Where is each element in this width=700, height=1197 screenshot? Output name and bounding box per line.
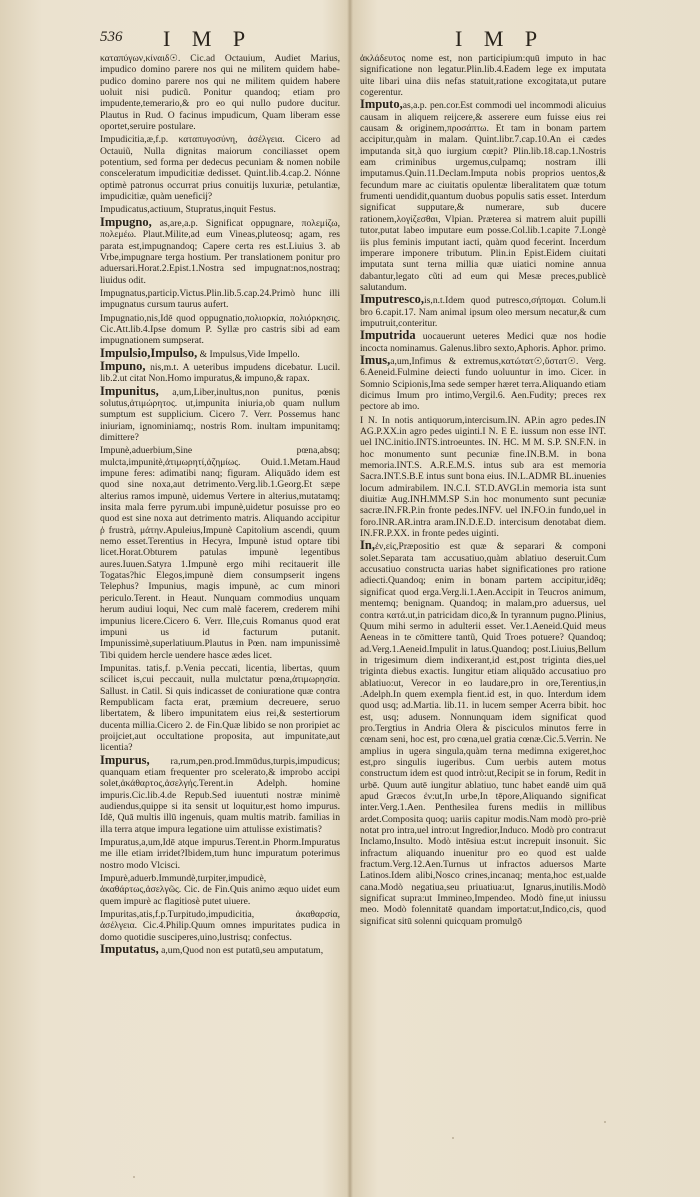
entry-text: ra,rum,pen.prod.Immūdus,turpis,impudicus; quanquam etiam frequenter pro scelerato,& improbo accipi solet,ἀκάθαρτος,ἀσελγής.Terent.in Adelph. homine impuris.Cic.lib.4.de Repub.Sed iuuentuti nostræ minimè audiendus,quippe si ita sensit ut loquitur,est homo impurus. Idē, Quā multis illū ingenuis, quam multis matrib. familias in illa terra atque impura legatione uim attulisse existimatis? [100, 755, 340, 835]
entry [100, 444, 340, 661]
entry-text: Impudicatus,actiuum, Stupratus,inquit Festus. [100, 204, 276, 216]
entry-headword: Impunitus, [100, 383, 159, 398]
entry-headword: Imus, [360, 352, 391, 367]
entry-headword: Impugno, [100, 214, 152, 229]
entry-headword: Impuno, [100, 358, 146, 373]
entry [100, 836, 340, 871]
running-head-left: I M P [163, 26, 254, 51]
entry [360, 99, 606, 293]
entry [360, 414, 606, 540]
entry-text: a,um,Liber,inultus,non punitus, pœnis solutus,ἀτιμώρητος. ut,impunita iniuria,ob quam nullum sumptum est supplicium. Cicero 7. Verr. Possemus hanc iniuriam, ignominiamq;, nostris Rom. inultam impunitamq; dimittere? [100, 386, 340, 443]
entry [100, 358, 340, 385]
left-column [100, 52, 340, 1182]
entry [100, 52, 340, 132]
entry-text: καταπύγων,κίναιδ☉. Cic.ad Octauium, Audiet Marius, impudico domino parere nos qui ne militem quidem habe-pudico domino parere nos qui ne militem quidem habere uoluit nisi pudicũ. Ponitur quandoq; etiam pro impudente,temerario,& pro eo qui nullo pudore ducitur. Plautus in Rud. O facinus impudicum, Quam liberam esse oportet,seruire postulare. [100, 53, 340, 133]
entry-text: Impugnatus,particip.Victus.Plin.lib.5.cap.24.Primò hunc illi impugnatus cursum taurus aufert. [100, 287, 340, 311]
running-head-right: I M P [455, 26, 546, 51]
entry-headword: Imputatus, [100, 942, 159, 957]
entry [100, 872, 340, 907]
page-number: 536 [100, 29, 123, 45]
entry [360, 540, 606, 927]
entry-text: a,um,Quod non est putatū,seu amputatum, [161, 945, 324, 957]
entry-text: as,a.p. pen.cor.Est commodi uel incommodi alicuius causam in aliquem reijcere,& asserere eum fuisse eius rei causam & originem,προσάπτω. Et tam in bonam partem accipitur,quàm in malam. Quint.libr.7.cap.10.An ei cædes imputanda sit,à quo iurgium cœpit? Plin.lib.18.cap.1.Nostris eam criminibus urgemus,culpamq; nostram illi imputamus.Quin.11.Declam.Imputa nobis proprios uentos,& fecundum mare ac ciuitatis opulentæ liberalitatem quæ totum frumenti uendidit,quantum duobus populis satis esset. Interdum significat supputare,& numerare, sub ducere rationem,λογίζεσθαι, Vlpian. Præterea si matrem aluit pupilli tutor,putat labeo imputare eum posse.Col.lib.1.capite 7.Longè iis plus feminis imputant iacti, quàm quod fecerint. Incerdum imperare imponere tributum. Plin.in Epist.Eidem ciuitati imputata sunt terna millia quæ uiatici nomine annua dabantur,legato cũti ad eum qui Mesæ preces,publicè salutandum. [360, 100, 606, 293]
entry-headword: Impurus, [100, 752, 150, 767]
entry-text: I N. In notis antiquorum,intercisum.IN. AP.in agro pedes.IN AG.P.XX.in agro pedes uiginti.I N. E E. iussum non esse INT. uel INC.initio.INTS.introeuntes. IN. HC. M M. S.P. SN.F.N. in hoc monumento sunt pecuniæ fine.IN.B.M. in bona memoria.INT.S. A.R.E.M.S. intus sub ara est memoria Sacra.INT.S.B.E intus sunt bona eius. IN.L.ADMR BL.inuenies locum admirabilem. IN.C.I. ST.D.AVGI.in memoria ista sunt diuitiæ Aug.INH.MM.SP S.in hoc monumento sunt pecuniæ sacræ.IN.FR.P.in fronte pedes.INFV. uel IN.FO.in fundo,uel in foro.INR.AR.intra aram.IN.D.E.D. intercisum denotabat diem. IN.FR.P.XX. in fronte pedes uiginti. [360, 414, 606, 540]
entry-text: a,um,Infimus & extremus,κατώτατ☉,ὕστατ☉. Verg. 6.Aeneid.Fulmine deiecti fundo uoluuntur in imo. Cicer. in Somnio Scipionis,Ima sede semper hæret terra.Aliquando etiam dicimus Imum pro intimo,Vergil.6. Aen.Fudity; preces rex pectore ab imo. [360, 355, 606, 413]
entry-text: Impurè,aduerb.Immundè,turpiter,impudicè, ἀκαθάρτως,ἀσελγῶς. Cic. de Fin.Quis animo æquo uidet eum quem impurè ac flagitiosè putet uiuere. [100, 873, 340, 907]
entry [100, 752, 340, 835]
entry-text: as,are,a.p. Significat oppugnare, πολεμίζω, πολεμέω. Plaut.Milite,ad eum Vineas,pluteosq; agam, res parata est,impugnandoq; Capere certa res est.Liuius 3. ab Vrbe,impugnare terga hostium. Per translationem ponitur pro aduersari.Horat.2.Epist.1.Nostra sed impugnat:nos,nostraq; liuidus odit. [100, 217, 340, 286]
entry [100, 133, 340, 202]
entry [100, 383, 340, 444]
book-gutter [347, 0, 353, 1197]
right-column [360, 52, 606, 1182]
entry-headword: Imputrida [360, 328, 416, 343]
entry [360, 52, 606, 98]
entry-headword: In, [360, 538, 375, 553]
entry-headword: Impulsio,Impulso, [100, 345, 198, 360]
entry [360, 294, 606, 329]
entry-text: ἀκλάδευτος nome est, non participium:quū imputo in hac significatione non legatur.Plin.lib.4.Eadem lege ex imputata uite libari uina diis nefas statuit,ratione excogitata,ut putare cogerentur. [360, 53, 606, 99]
entry-text: Impunitas. tatis,f. p.Venia peccati, licentia, libertas, quum scilicet is,cui peccauit, nulla mulctatur pœna,ἀτιμωρησία. Sallust. in Catil. Si quis indicasset de coniuratione quæ contra Rempublicam facta erat, præmium decreuere, seruo libertatem, & libero impunitatem eius rei,& sestertiorum ducenta millia.Cicero 2. de Fin.Quæ libido se non proripiet ac proijciet,aut occultatione proposita, aut impunitate,aut licentia? [100, 662, 340, 754]
paper-speck [604, 1121, 606, 1123]
entry-headword: Imputo, [360, 97, 403, 112]
entry-text: uocauerunt ueteres Medici quæ nos hodie incocta nominamus. Galenus.libro sexto,Aphoris. Aphor. primo. [360, 331, 606, 354]
entry [100, 214, 340, 286]
entry-text: Impunè,aduerbium,Sine pœna,absq; mulcta,impunitè,ἀτιμωρητί,ἀζημίως. Ouid.1.Metam.Haud impune feres: adimatibi nanq; figuram. Aliquādo idem est quod sine noxa,aut detrimento.Verg.lib.1.Georg.Et sæpe alterius ramos impunè, uidemus Vertere in alterius,mutatamq; insita mala ferre pyrum.ubi impunè,uidetur posuisse pro eo quod est sine noxa aut detrimento matris. Aliquando accipitur ῥ frustrà, μάτην.Apuleius,Impunè Capitolium ascendi, quum nemo esset.Terentius in Hecyra, Impunè istud optare tibi licet.Horat.Obturem patulas impunè legentibus aures.Iuuen.Satyra 1.Impunè ergo mihi recitauerit ille Togatas?hic Elegos,impunè diem consumpserit ingens Telephus? Impunius, magis impunè, ac cum minori periculo.Terent. in Heaut. Nunquam commodius unquam herum audiui loqui, Nec cum malè facerem, crederem mihi impunius licere.Cicero 6. Verr. Ille,cuis Romanus quod erat impuni us id facturum putanit. Impunissimè,superlatiuum.Plautus in Pœn. nam impunissimè Tibi quidem hercle uendere hasce ædes licet. [100, 445, 340, 661]
entry [100, 908, 340, 943]
entry-headword: Imputresco, [360, 292, 425, 307]
entry-text: is,n.t.Idem quod putresco,σήπομαι. Colum.li bro 6.capit.17. Nam animal ipsum oleo mersum necatur,& cum imputruit,conteritur. [360, 295, 606, 329]
paper-speck [452, 1137, 454, 1139]
entry [100, 662, 340, 754]
entry-text: ἐν,εἰς,Præpositio est quæ & separari & componi solet.Separata tam accusatiuo,quàm ablatiuo deseruit.Cum accusatiuo constructa uarias habet significationes pro ratione adiecti.Quandoq; enim in bonam partem accipitur,idēq; significat quod erga.Verg.li.1.Aen.Accipit in Teucros animum, mentemq; benignam. Quandoq; in malam,pro aduersus, uel contra κατά.ut,in patricidam dico,& In tyrannum pugno.Plinius, Quum mihi sermo in adulterii esset. Ver.1.Aeneid.Quid meus Aeneas in te cōmittere tantũ, Quid Troes potuere? Quandoq; ad.Verg.1.Aeneid.Impulit in latus.Quandoq; post.Liuius,Bellum in trigesimum diem indixerant,id est,post triginta dies,uel triginta diebus exactis. Iungitur etiam aliquādo accusatiuo pro ablatiuo:ut, Verecor in eo laudare,pro in ore,Terentius,in .Adelph.In quem exempla fient.id est, in quo. Interdum idem quod usq; ad.Martia. lib.11. in lucem semper Acerra bibit. hoc est, usq; adusem. Nonnunquam idem significat quod pro.Tergtius in Andria Olera & pisciculos minutos ferre in cœnam seni, hoc est, pro cœna,uel gratia cœnæ.Cic.5.Verrin. Ne amplius in ugera singula,quàm terna medimna exigeret,hoc est,pro singulis iugeribus. Cum uerbis autem motus constructum idem est quod intrò:ut,Recipit se in forum, Redit in urbē. Quum autē iungitur ablatiuo, tunc habet eandē uim quā apud Græcos ἐν:ut,In urbe,In tēpore,Aliquando significat inter.Verg.1.Aen. Penthesilea furens mediis in millibus ardet.Composita quoq; uariis capitur modis.Nam modò pro-priè notat pro intra,uel intro:ut Ingredior,Induco. Modò pro contra:ut Inclamo,Insulto. Modò intēsiua est:ut increpuit insonuit. Sic infractum aliquando inuenitur pro eo quod est ualde fractum.Verg.12.Aen.Turnus ut infractos aduersos Marte Latinos.Idem alibi,Nosco crines,incanaq; menta,hoc est,ualde cana.Modò negatiua,seu priuatiua:ut, Ignarus,inutilis.Modò significat supra:ut Immineo,Impendeo. Modò fine,ut iniussu meo. Modò folennitatē quandam importat:ut,Indico,cis, quod significat sitū solenni quicquam promulgō [360, 541, 606, 927]
entry-text: Impuratus,a,um,Idē atque impurus.Terent.in Phorm.Impuratus me ille etiam irridet?Ibidem,tum hunc impuratum poterimus nostro modo Vlcisci. [100, 837, 340, 871]
entry-text: Impudicitia,æ,f.p. καταπυγοσύνη, ἀσέλγεια. Cicero ad Octauiũ, Nulla dignitas maiorum conciliasset opem potentium, sed forma per dedecus pecuniam & nomen nobile consceleratum impudicitiæ dedisset. Quint.lib.4.cap.2. Nónne optimè patronus occurrat prius conuitijs luxuriæ, petulantiæ, impudicitiæ, quàm ueneficij? [100, 134, 340, 203]
entry [360, 330, 606, 354]
entry [360, 352, 606, 413]
entry-text: Impugnatio,nis,Idē quod oppugnatio,πολιορκία, πολιόρκησις. Cic.Att.lib.4.Ipse domum P. Syllæ pro castris sibi ad eam impugnationem sumpserat. [100, 312, 340, 347]
paper-speck [133, 1176, 135, 1178]
entry-text: nis,m.t. A ueteribus impudens dicebatur. Lucil. lib.2.ut citat Non.Homo impuratus,& impuno,& rapax. [100, 361, 340, 385]
entry-text: Impuritas,atis,f.p.Turpitudo,impudicitia, ἀκαθαρσία, ἀσέλγεια. Cic.4.Philip.Quum omnes impuritates pudica in domo quotidie susciperes,uino,lustrisq; confectus. [100, 909, 340, 943]
entry [100, 312, 340, 347]
entry [100, 287, 340, 311]
entry [100, 944, 340, 956]
entry-text: & Impulsus,Vide Impello. [199, 348, 300, 360]
